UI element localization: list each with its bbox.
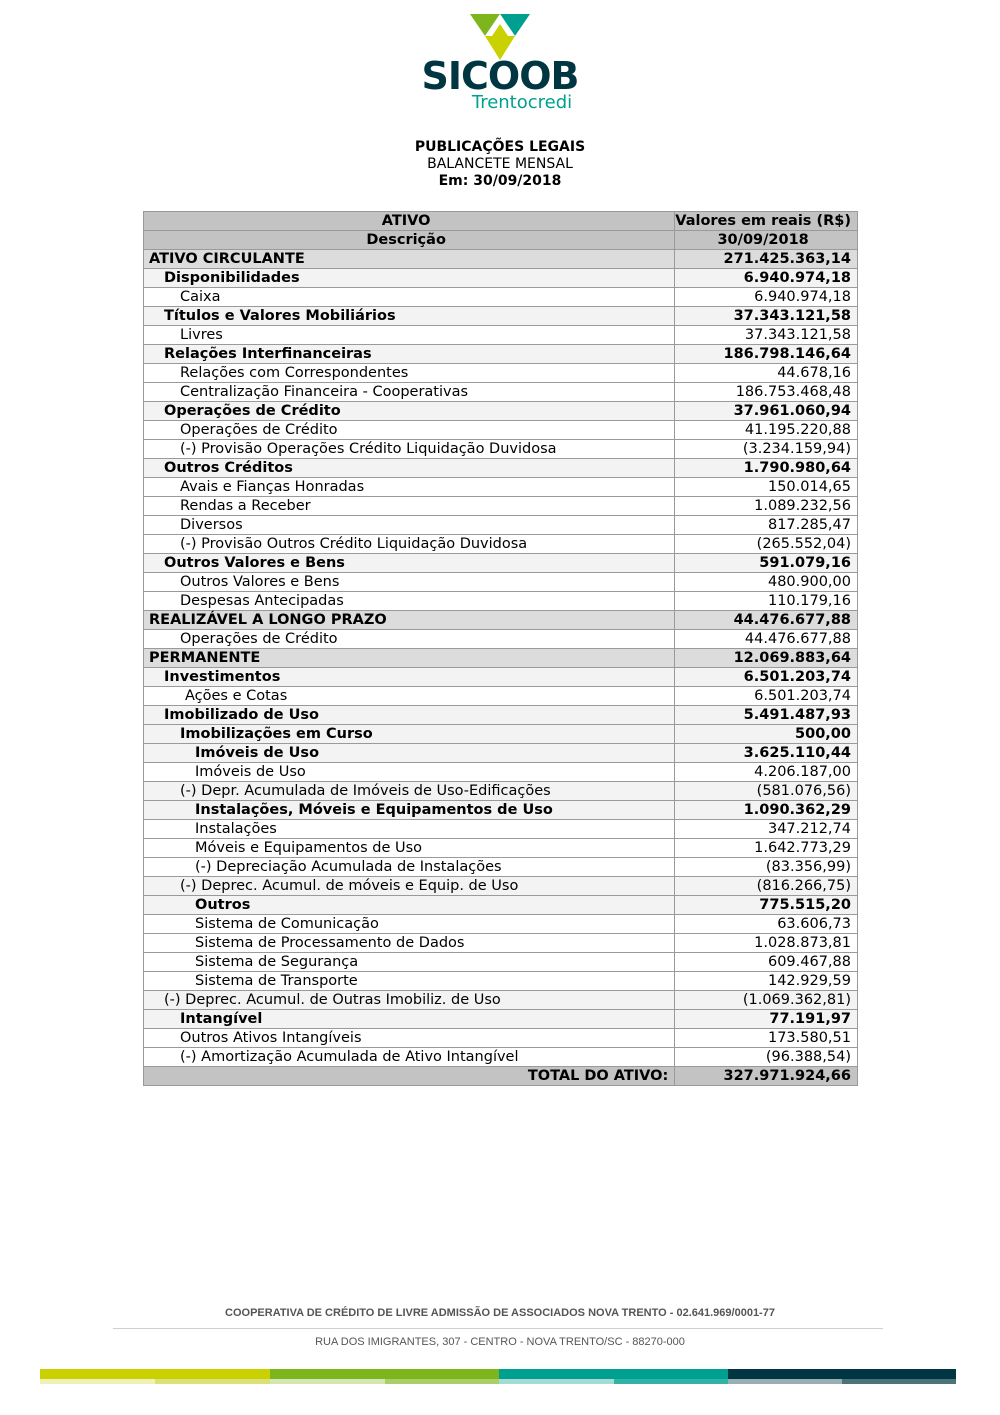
table-row: Outros Valores e Bens 591.079,16 [144, 554, 858, 573]
color-bar-sub [40, 1379, 155, 1384]
table-row: (-) Provisão Operações Crédito Liquidação Duvidosa (3.234.159,94) [144, 440, 858, 459]
table-row: Ações e Cotas 6.501.203,74 [144, 687, 858, 706]
total-value: 327.971.924,66 [675, 1067, 858, 1086]
document-subtitle: BALANCETE MENSAL [427, 156, 573, 172]
header-valores: Valores em reais (R$) [675, 212, 858, 231]
total-row [144, 1067, 858, 1086]
table-row: Operações de Crédito 37.961.060,94 [144, 402, 858, 421]
table-row: Rendas a Receber 1.089.232,56 [144, 497, 858, 516]
document-date: Em: 30/09/2018 [438, 173, 562, 189]
table-row: Outros Ativos Intangíveis 173.580,51 [144, 1029, 858, 1048]
document-title: PUBLICAÇÕES LEGAIS [414, 139, 586, 155]
color-bar-sub [155, 1379, 270, 1384]
table-row: Instalações 347.212,74 [144, 820, 858, 839]
table-row: Avais e Fianças Honradas 150.014,65 [144, 478, 858, 497]
table-row: Sistema de Transporte 142.929,59 [144, 972, 858, 991]
header-ativo: ATIVO [144, 212, 675, 231]
table-row: Disponibilidades 6.940.974,18 [144, 269, 858, 288]
color-bar-sub [270, 1379, 385, 1384]
table-header-row [144, 212, 858, 231]
table-row: Móveis e Equipamentos de Uso 1.642.773,29 [144, 839, 858, 858]
color-bar-teal [499, 1369, 728, 1379]
table-row: Títulos e Valores Mobiliários 37.343.121,58 [144, 307, 858, 326]
table-row: REALIZÁVEL A LONGO PRAZO 44.476.677,88 [144, 611, 858, 630]
sicoob-logo [400, 14, 600, 114]
balance-table [143, 211, 858, 1086]
table-row: Outros Valores e Bens 480.900,00 [144, 573, 858, 592]
header-date: 30/09/2018 [675, 231, 858, 250]
table-row: ATIVO CIRCULANTE 271.425.363,14 [144, 250, 858, 269]
table-row: (-) Deprec. Acumul. de Outras Imobiliz. de Uso (1.069.362,81) [144, 991, 858, 1010]
table-row: (-) Deprec. Acumul. de móveis e Equip. de Uso (816.266,75) [144, 877, 858, 896]
table-row: Diversos 817.285,47 [144, 516, 858, 535]
table-row: Livres 37.343.121,58 [144, 326, 858, 345]
table-row: (-) Amortização Acumulada de Ativo Intangível (96.388,54) [144, 1048, 858, 1067]
table-row: Outros Créditos 1.790.980,64 [144, 459, 858, 478]
table-row: Imobilizações em Curso 500,00 [144, 725, 858, 744]
table-row: (-) Depr. Acumulada de Imóveis de Uso-Edificações (581.076,56) [144, 782, 858, 801]
logo-subtitle-text: Trentocredi [471, 92, 573, 113]
table-row: Intangível 77.191,97 [144, 1010, 858, 1029]
table-row: Investimentos 6.501.203,74 [144, 668, 858, 687]
table-row: Sistema de Processamento de Dados 1.028.873,81 [144, 934, 858, 953]
table-row: Caixa 6.940.974,18 [144, 288, 858, 307]
color-bar-lime [40, 1369, 270, 1379]
table-row: (-) Depreciação Acumulada de Instalações (83.356,99) [144, 858, 858, 877]
header-descricao: Descrição [144, 231, 675, 250]
color-bar-sub [385, 1379, 499, 1384]
table-row: Imóveis de Uso 3.625.110,44 [144, 744, 858, 763]
total-label: TOTAL DO ATIVO: [144, 1067, 675, 1086]
color-bar-sub [842, 1379, 956, 1384]
color-bar-sub [614, 1379, 728, 1384]
color-bar-sub [728, 1379, 842, 1384]
table-row: Outros 775.515,20 [144, 896, 858, 915]
table-row: Relações Interfinanceiras 186.798.146,64 [144, 345, 858, 364]
table-row: Centralização Financeira - Cooperativas 186.753.468,48 [144, 383, 858, 402]
footer-company: COOPERATIVA DE CRÉDITO DE LIVRE ADMISSÃO DE ASSOCIADOS NOVA TRENTO - 02.641.969/0001-77 [225, 1307, 775, 1319]
table-row: Sistema de Segurança 609.467,88 [144, 953, 858, 972]
table-row: Sistema de Comunicação 63.606,73 [144, 915, 858, 934]
color-bar-green [270, 1369, 499, 1379]
footer-divider [113, 1328, 883, 1329]
table-row: Relações com Correspondentes 44.678,16 [144, 364, 858, 383]
table-row: Operações de Crédito 44.476.677,88 [144, 630, 858, 649]
table-row: Operações de Crédito 41.195.220,88 [144, 421, 858, 440]
color-bar-sub [499, 1379, 614, 1384]
footer-color-bars [40, 1369, 956, 1385]
table-row: (-) Provisão Outros Crédito Liquidação Duvidosa (265.552,04) [144, 535, 858, 554]
color-bar-dark [728, 1369, 956, 1379]
table-row: Despesas Antecipadas 110.179,16 [144, 592, 858, 611]
logo-brand-text: SICOOB [421, 54, 579, 98]
table-header-row [144, 231, 858, 250]
table-row: Imóveis de Uso 4.206.187,00 [144, 763, 858, 782]
table-row: PERMANENTE 12.069.883,64 [144, 649, 858, 668]
document-header [0, 139, 1000, 190]
footer-address: RUA DOS IMIGRANTES, 307 - CENTRO - NOVA TRENTO/SC - 88270-000 [315, 1336, 685, 1348]
table-row: Instalações, Móveis e Equipamentos de Uso 1.090.362,29 [144, 801, 858, 820]
table-row: Imobilizado de Uso 5.491.487,93 [144, 706, 858, 725]
